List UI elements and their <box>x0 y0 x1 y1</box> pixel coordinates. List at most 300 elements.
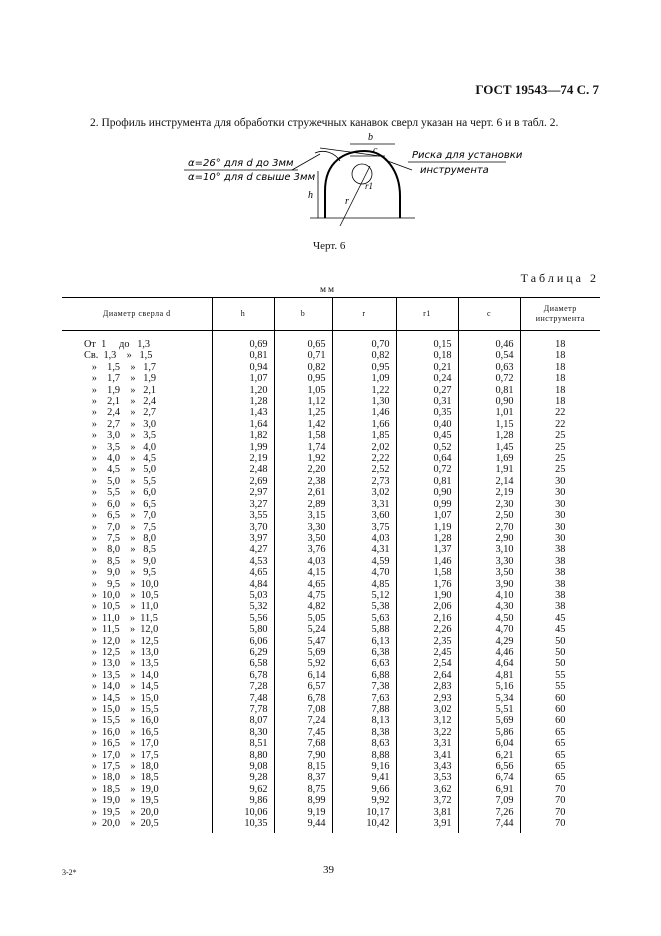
cell-value: 3,31 <box>332 499 396 510</box>
cell-value: 3,02 <box>332 487 396 498</box>
cell-value: 1,43 <box>212 407 274 418</box>
cell-drill-diameter: » 15,5 » 16,0 <box>62 715 212 726</box>
table-unit: мм <box>320 285 337 295</box>
cell-value: 7,24 <box>274 715 332 726</box>
cell-tool-diameter: 70 <box>555 806 566 818</box>
cell-tool-diameter: 18 <box>555 361 566 373</box>
cell-value: 2,30 <box>458 499 520 510</box>
footer-mark: 3-2* <box>62 868 77 877</box>
cell-value: 4,84 <box>212 579 274 590</box>
cell-value: 5,24 <box>274 624 332 635</box>
cell-value: 0,82 <box>274 362 332 373</box>
cell-value: 2,20 <box>274 464 332 475</box>
cell-value: 0,72 <box>458 373 520 384</box>
cell-value: 3,02 <box>396 704 458 715</box>
cell-value: 0,31 <box>396 396 458 407</box>
cell-value: 6,91 <box>458 784 520 795</box>
cell-value: 3,41 <box>396 750 458 761</box>
cell-value: 10,06 <box>212 807 274 818</box>
cell-value: 8,37 <box>274 772 332 783</box>
cell-drill-diameter: » 2,1 » 2,4 <box>62 396 212 407</box>
table-row <box>62 385 600 396</box>
cell-tool-diameter: 38 <box>555 555 566 567</box>
cell-value: 4,50 <box>458 613 520 624</box>
cell-drill-diameter: » 2,7 » 3,0 <box>62 419 212 430</box>
cell-value: 0,64 <box>396 453 458 464</box>
cell-value: 1,20 <box>212 385 274 396</box>
cell-value: 0,40 <box>396 419 458 430</box>
cell-drill-diameter: » 10,5 » 11,0 <box>62 601 212 612</box>
cell-value: 0,82 <box>332 350 396 361</box>
cell-value: 0,27 <box>396 385 458 396</box>
table-row <box>62 362 600 373</box>
table-row <box>62 487 600 498</box>
cell-value: 2,19 <box>458 487 520 498</box>
table-row <box>62 556 600 567</box>
cell-value: 1,85 <box>332 430 396 441</box>
cell-tool-diameter: 70 <box>555 783 566 795</box>
cell-drill-diameter: » 3,0 » 3,5 <box>62 430 212 441</box>
cell-drill-diameter: » 18,5 » 19,0 <box>62 784 212 795</box>
cell-drill-diameter: » 12,5 » 13,0 <box>62 647 212 658</box>
cell-value: 1,05 <box>274 385 332 396</box>
cell-value: 6,58 <box>212 658 274 669</box>
cell-value: 4,03 <box>274 556 332 567</box>
cell-value: 1,37 <box>396 544 458 555</box>
cell-value: 0,90 <box>458 396 520 407</box>
label-h: h <box>308 190 313 201</box>
cell-value: 5,12 <box>332 590 396 601</box>
cell-value: 5,69 <box>274 647 332 658</box>
cell-value: 8,30 <box>212 727 274 738</box>
cell-value: 5,80 <box>212 624 274 635</box>
table-row <box>62 693 600 704</box>
cell-value: 0,69 <box>212 331 274 351</box>
cell-value: 9,28 <box>212 772 274 783</box>
cell-value: 2,26 <box>396 624 458 635</box>
cell-drill-diameter: » 9,0 » 9,5 <box>62 567 212 578</box>
cell-drill-diameter: » 4,0 » 4,5 <box>62 453 212 464</box>
cell-value: 0,95 <box>332 362 396 373</box>
cell-value: 6,56 <box>458 761 520 772</box>
cell-tool-diameter: 30 <box>555 532 566 544</box>
cell-tool-diameter: 30 <box>555 475 566 487</box>
cell-value: 3,76 <box>274 544 332 555</box>
cell-value: 5,69 <box>458 715 520 726</box>
cell-value: 0,65 <box>274 331 332 351</box>
cell-value: 4,10 <box>458 590 520 601</box>
cell-value: 2,73 <box>332 476 396 487</box>
col-header-h: h <box>212 298 274 331</box>
cell-drill-diameter: » 1,7 » 1,9 <box>62 373 212 384</box>
cell-value: 2,06 <box>396 601 458 612</box>
cell-value: 0,35 <box>396 407 458 418</box>
cell-value: 1,46 <box>396 556 458 567</box>
cell-tool-diameter: 60 <box>555 715 566 727</box>
cell-value: 5,32 <box>212 601 274 612</box>
note-line-1: Риска для установки <box>412 150 523 161</box>
cell-drill-diameter: Св. 1,3 » 1,5 <box>62 350 212 361</box>
cell-drill-diameter: » 4,5 » 5,0 <box>62 464 212 475</box>
cell-value: 8,13 <box>332 715 396 726</box>
cell-value: 0,45 <box>396 430 458 441</box>
cell-value: 7,28 <box>212 681 274 692</box>
cell-tool-diameter: 22 <box>555 418 566 430</box>
cell-tool-diameter: 65 <box>555 749 566 761</box>
table-row <box>62 681 600 692</box>
table-row <box>62 772 600 783</box>
cell-value: 6,63 <box>332 658 396 669</box>
cell-value: 8,63 <box>332 738 396 749</box>
cell-value: 5,56 <box>212 613 274 624</box>
cell-value: 1,01 <box>458 407 520 418</box>
table-row <box>62 636 600 647</box>
cell-value: 7,78 <box>212 704 274 715</box>
cell-value: 2,69 <box>212 476 274 487</box>
cell-tool-diameter: 60 <box>555 704 566 715</box>
cell-tool-diameter: 45 <box>555 612 566 624</box>
cell-drill-diameter: » 1,5 » 1,7 <box>62 362 212 373</box>
cell-drill-diameter: » 13,0 » 13,5 <box>62 658 212 669</box>
cell-drill-diameter: » 5,0 » 5,5 <box>62 476 212 487</box>
figure-caption: Черт. 6 <box>313 240 346 252</box>
col-header-c: c <box>458 298 520 331</box>
cell-value: 3,22 <box>396 727 458 738</box>
table-row <box>62 807 600 818</box>
cell-tool-diameter: 45 <box>555 624 566 636</box>
cell-value: 5,92 <box>274 658 332 669</box>
cell-value: 0,70 <box>332 331 396 351</box>
cell-value: 5,05 <box>274 613 332 624</box>
cell-tool-diameter: 25 <box>555 430 566 442</box>
cell-tool-diameter: 30 <box>555 498 566 510</box>
cell-drill-diameter: » 20,0 » 20,5 <box>62 818 212 833</box>
cell-value: 5,34 <box>458 693 520 704</box>
cell-value: 2,48 <box>212 464 274 475</box>
cell-drill-diameter: » 17,0 » 17,5 <box>62 750 212 761</box>
cell-value: 2,02 <box>332 442 396 453</box>
cell-value: 7,68 <box>274 738 332 749</box>
cell-value: 2,70 <box>458 522 520 533</box>
table-row <box>62 522 600 533</box>
cell-value: 5,47 <box>274 636 332 647</box>
table-row <box>62 579 600 590</box>
cell-drill-diameter: » 10,0 » 10,5 <box>62 590 212 601</box>
cell-tool-diameter: 38 <box>555 567 566 579</box>
cell-value: 9,66 <box>332 784 396 795</box>
cell-value: 1,12 <box>274 396 332 407</box>
cell-value: 6,78 <box>212 670 274 681</box>
cell-value: 8,88 <box>332 750 396 761</box>
cell-value: 6,04 <box>458 738 520 749</box>
cell-value: 8,07 <box>212 715 274 726</box>
cell-value: 0,52 <box>396 442 458 453</box>
cell-drill-diameter: » 6,5 » 7,0 <box>62 510 212 521</box>
cell-value: 4,64 <box>458 658 520 669</box>
cell-value: 3,27 <box>212 499 274 510</box>
cell-tool-diameter: 55 <box>555 681 566 693</box>
cell-value: 3,75 <box>332 522 396 533</box>
tool-profile-drawing <box>180 126 523 236</box>
cell-value: 6,29 <box>212 647 274 658</box>
cell-drill-diameter: » 17,5 » 18,0 <box>62 761 212 772</box>
cell-value: 1,15 <box>458 419 520 430</box>
cell-drill-diameter: » 19,5 » 20,0 <box>62 807 212 818</box>
table-title: Таблица 2 <box>520 271 599 285</box>
cell-tool-diameter: 25 <box>555 441 566 453</box>
cell-value: 1,66 <box>332 419 396 430</box>
cell-value: 0,15 <box>396 331 458 351</box>
cell-drill-diameter: От 1 до 1,3 <box>62 331 212 351</box>
cell-value: 4,53 <box>212 556 274 567</box>
table-row <box>62 533 600 544</box>
col-header-r: r <box>332 298 396 331</box>
cell-tool-diameter: 18 <box>555 350 566 362</box>
cell-value: 10,42 <box>332 818 396 833</box>
cell-value: 4,85 <box>332 579 396 590</box>
cell-value: 7,90 <box>274 750 332 761</box>
cell-value: 0,24 <box>396 373 458 384</box>
cell-value: 4,65 <box>274 579 332 590</box>
cell-drill-diameter: » 7,0 » 7,5 <box>62 522 212 533</box>
cell-value: 1,76 <box>396 579 458 590</box>
cell-value: 1,28 <box>212 396 274 407</box>
table-row <box>62 647 600 658</box>
cell-drill-diameter: » 13,5 » 14,0 <box>62 670 212 681</box>
cell-drill-diameter: » 2,4 » 2,7 <box>62 407 212 418</box>
cell-value: 2,64 <box>396 670 458 681</box>
cell-value: 5,88 <box>332 624 396 635</box>
cell-value: 6,74 <box>458 772 520 783</box>
cell-value: 3,12 <box>396 715 458 726</box>
cell-value: 4,70 <box>458 624 520 635</box>
cell-value: 3,62 <box>396 784 458 795</box>
table-row <box>62 350 600 361</box>
cell-value: 0,21 <box>396 362 458 373</box>
cell-value: 8,51 <box>212 738 274 749</box>
cell-value: 0,71 <box>274 350 332 361</box>
cell-value: 0,54 <box>458 350 520 361</box>
cell-value: 1,69 <box>458 453 520 464</box>
cell-tool-diameter: 55 <box>555 669 566 681</box>
table-row <box>62 658 600 669</box>
cell-tool-diameter: 30 <box>555 510 566 522</box>
table-row <box>62 715 600 726</box>
cell-drill-diameter: » 6,0 » 6,5 <box>62 499 212 510</box>
cell-tool-diameter: 65 <box>555 726 566 738</box>
cell-tool-diameter: 70 <box>555 795 566 807</box>
label-r1: r1 <box>365 181 374 191</box>
cell-value: 0,81 <box>458 385 520 396</box>
alpha-line-1: α=26° для d до 3мм <box>188 158 294 169</box>
cell-value: 3,81 <box>396 807 458 818</box>
cell-value: 7,88 <box>332 704 396 715</box>
cell-drill-diameter: » 19,0 » 19,5 <box>62 795 212 806</box>
cell-value: 1,99 <box>212 442 274 453</box>
cell-value: 2,45 <box>396 647 458 658</box>
cell-value: 3,30 <box>458 556 520 567</box>
cell-value: 1,82 <box>212 430 274 441</box>
cell-value: 0,95 <box>274 373 332 384</box>
cell-value: 4,65 <box>212 567 274 578</box>
dimensions-table <box>62 297 600 833</box>
cell-value: 2,90 <box>458 533 520 544</box>
table-row <box>62 373 600 384</box>
cell-value: 4,29 <box>458 636 520 647</box>
cell-value: 9,41 <box>332 772 396 783</box>
cell-value: 6,21 <box>458 750 520 761</box>
col-header-b: b <box>274 298 332 331</box>
cell-drill-diameter: » 12,0 » 12,5 <box>62 636 212 647</box>
cell-tool-diameter: 60 <box>555 692 566 704</box>
cell-value: 2,89 <box>274 499 332 510</box>
cell-value: 0,99 <box>396 499 458 510</box>
cell-value: 4,81 <box>458 670 520 681</box>
table-row <box>62 476 600 487</box>
table-row <box>62 601 600 612</box>
cell-value: 0,18 <box>396 350 458 361</box>
cell-tool-diameter: 70 <box>555 818 566 830</box>
table-row <box>62 704 600 715</box>
cell-value: 4,27 <box>212 544 274 555</box>
cell-value: 4,31 <box>332 544 396 555</box>
table-row <box>62 442 600 453</box>
cell-tool-diameter: 25 <box>555 453 566 465</box>
table-row <box>62 430 600 441</box>
cell-drill-diameter: » 9,5 » 10,0 <box>62 579 212 590</box>
cell-value: 2,50 <box>458 510 520 521</box>
cell-tool-diameter: 50 <box>555 646 566 658</box>
cell-value: 3,97 <box>212 533 274 544</box>
cell-drill-diameter: » 7,5 » 8,0 <box>62 533 212 544</box>
table-row <box>62 544 600 555</box>
cell-value: 4,75 <box>274 590 332 601</box>
cell-value: 2,83 <box>396 681 458 692</box>
cell-tool-diameter: 38 <box>555 589 566 601</box>
cell-value: 3,31 <box>396 738 458 749</box>
table-row <box>62 396 600 407</box>
table-row <box>62 567 600 578</box>
cell-value: 6,88 <box>332 670 396 681</box>
cell-value: 7,45 <box>274 727 332 738</box>
cell-tool-diameter: 25 <box>555 464 566 476</box>
cell-value: 1,45 <box>458 442 520 453</box>
cell-value: 5,16 <box>458 681 520 692</box>
cell-value: 4,59 <box>332 556 396 567</box>
cell-drill-diameter: » 16,0 » 16,5 <box>62 727 212 738</box>
table-row <box>62 419 600 430</box>
cell-value: 1,22 <box>332 385 396 396</box>
label-c: c <box>373 145 378 156</box>
cell-value: 1,07 <box>212 373 274 384</box>
cell-drill-diameter: » 8,0 » 8,5 <box>62 544 212 555</box>
cell-value: 3,60 <box>332 510 396 521</box>
cell-value: 0,90 <box>396 487 458 498</box>
cell-value: 1,28 <box>458 430 520 441</box>
cell-value: 0,72 <box>396 464 458 475</box>
cell-drill-diameter: » 5,5 » 6,0 <box>62 487 212 498</box>
cell-tool-diameter: 18 <box>555 384 566 396</box>
cell-value: 1,64 <box>212 419 274 430</box>
cell-value: 9,16 <box>332 761 396 772</box>
document-header: ГОСТ 19543—74 С. 7 <box>475 82 599 97</box>
cell-value: 9,86 <box>212 795 274 806</box>
cell-value: 2,93 <box>396 693 458 704</box>
cell-value: 5,63 <box>332 613 396 624</box>
cell-value: 8,15 <box>274 761 332 772</box>
cell-value: 5,51 <box>458 704 520 715</box>
cell-tool-diameter: 18 <box>555 373 566 385</box>
cell-tool-diameter: 38 <box>555 601 566 613</box>
cell-value: 9,62 <box>212 784 274 795</box>
table-row <box>62 784 600 795</box>
cell-value: 5,03 <box>212 590 274 601</box>
cell-value: 3,53 <box>396 772 458 783</box>
cell-value: 4,70 <box>332 567 396 578</box>
cell-value: 3,72 <box>396 795 458 806</box>
cell-value: 0,63 <box>458 362 520 373</box>
cell-value: 10,17 <box>332 807 396 818</box>
cell-value: 6,06 <box>212 636 274 647</box>
cell-value: 10,35 <box>212 818 274 833</box>
cell-value: 1,92 <box>274 453 332 464</box>
cell-drill-diameter: » 14,5 » 15,0 <box>62 693 212 704</box>
cell-tool-diameter: 18 <box>555 396 566 408</box>
cell-value: 6,57 <box>274 681 332 692</box>
label-b: b <box>368 132 373 143</box>
cell-drill-diameter: » 18,0 » 18,5 <box>62 772 212 783</box>
cell-drill-diameter: » 11,5 » 12,0 <box>62 624 212 635</box>
cell-value: 1,28 <box>396 533 458 544</box>
cell-drill-diameter: » 1,9 » 2,1 <box>62 385 212 396</box>
table-row <box>62 453 600 464</box>
cell-value: 3,15 <box>274 510 332 521</box>
cell-value: 6,13 <box>332 636 396 647</box>
cell-value: 3,70 <box>212 522 274 533</box>
cell-value: 3,43 <box>396 761 458 772</box>
cell-value: 8,80 <box>212 750 274 761</box>
label-r: r <box>345 196 349 207</box>
cell-value: 1,07 <box>396 510 458 521</box>
cell-tool-diameter: 18 <box>555 339 566 350</box>
table-row <box>62 727 600 738</box>
col-header-r1: r1 <box>396 298 458 331</box>
cell-value: 9,19 <box>274 807 332 818</box>
cell-value: 8,75 <box>274 784 332 795</box>
cell-value: 7,26 <box>458 807 520 818</box>
cell-value: 2,61 <box>274 487 332 498</box>
table-row <box>62 624 600 635</box>
table-row <box>62 738 600 749</box>
cell-value: 3,55 <box>212 510 274 521</box>
cell-tool-diameter: 65 <box>555 772 566 784</box>
cell-value: 1,09 <box>332 373 396 384</box>
cell-tool-diameter: 50 <box>555 658 566 670</box>
cell-value: 3,91 <box>396 818 458 833</box>
cell-value: 9,92 <box>332 795 396 806</box>
cell-value: 6,14 <box>274 670 332 681</box>
cell-value: 4,46 <box>458 647 520 658</box>
cell-tool-diameter: 38 <box>555 578 566 590</box>
cell-value: 3,50 <box>274 533 332 544</box>
cell-value: 2,52 <box>332 464 396 475</box>
cell-tool-diameter: 22 <box>555 407 566 419</box>
cell-value: 6,78 <box>274 693 332 704</box>
paragraph-2: 2. Профиль инструмента для обработки стружечных канавок сверл указан на черт. 6 и в табл. 2. <box>90 117 559 129</box>
table-row <box>62 510 600 521</box>
table-row <box>62 590 600 601</box>
cell-value: 1,42 <box>274 419 332 430</box>
